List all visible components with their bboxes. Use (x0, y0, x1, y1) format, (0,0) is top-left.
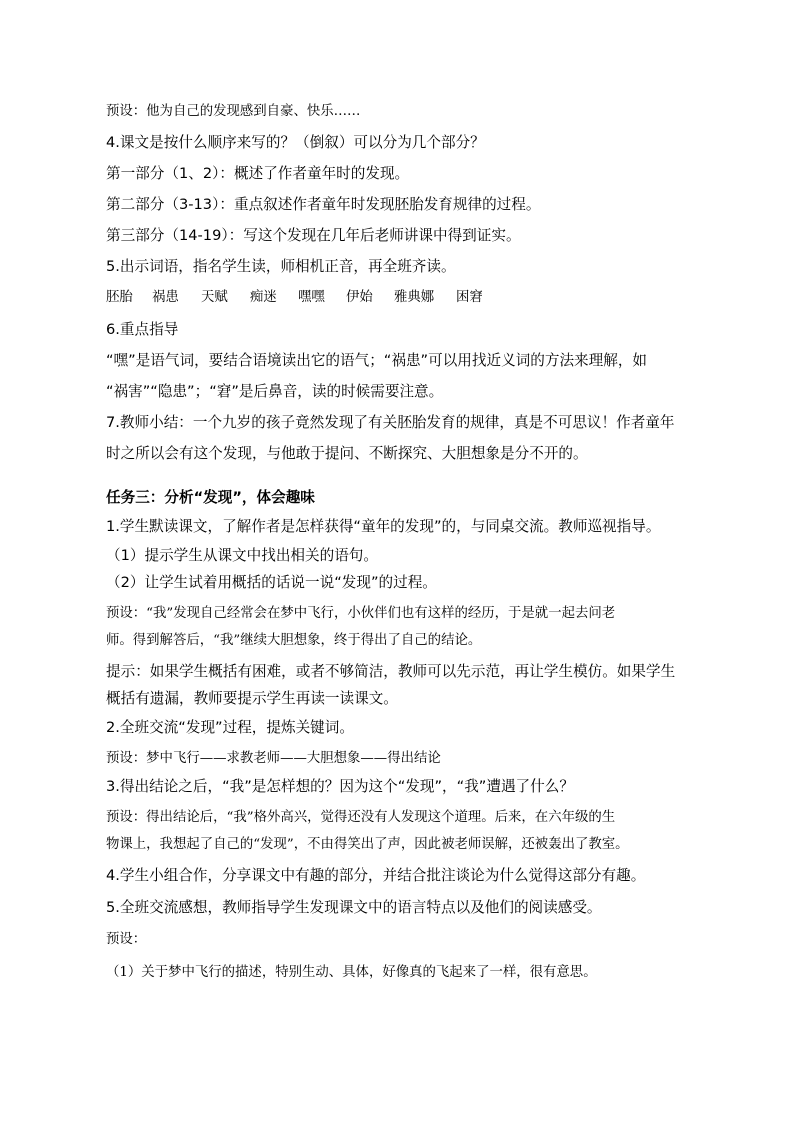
task3-step-3: 3.得出结论之后，“我”是怎样想的？因为这个“发现”，“我”遭遇了什么？ (106, 778, 574, 795)
tip-line-1: 提示：如果学生概括有困难，或者不够简洁，教师可以先示范，再让学生模仿。如果学生 (106, 663, 676, 680)
preset-line-2: 师。得到解答后，“我”继续大胆想象，终于得出了自己的结论。 (106, 633, 482, 648)
part-three-line: 第三部分（14-19）：写这个发现在几年后老师讲课中得到证实。 (106, 227, 521, 244)
task3-substep-1: （1）提示学生从课文中找出相关的语句。 (106, 547, 378, 564)
vocab-word: 困窘 (456, 290, 483, 305)
vocab-word: 痴迷 (250, 290, 277, 305)
part-two-line: 第二部分（3-13）：重点叙述作者童年时发现胚胎发育规律的过程。 (106, 196, 541, 213)
summary-line-1: 7.教师小结：一个九岁的孩子竟然发现了有关胚胎发育的规律，真是不可思议！作者童年 (106, 414, 675, 431)
guidance-line-1: “嘿”是语气词，要结合语境读出它的语气；“祸患”可以用找近义词的方法来理解，如 (106, 352, 648, 369)
vocab-word: 雅典娜 (394, 290, 435, 305)
step-5-line: 5.出示词语，指名学生读，师相机正音，再全班齐读。 (106, 258, 456, 275)
task3-step-4: 4.学生小组合作，分享课文中有趣的部分，并结合批注谈论为什么觉得这部分有趣。 (106, 867, 646, 884)
preset-item-1: （1）关于梦中飞行的描述，特别生动、具体，好像真的飞起来了一样，很有意思。 (106, 965, 597, 980)
vocab-word: 祸患 (152, 290, 179, 305)
tip-line-2: 概括有遗漏，教师要提示学生再读一读课文。 (106, 690, 398, 707)
preset-label: 预设： (106, 932, 147, 947)
part-one-line: 第一部分（1、2）：概述了作者童年时的发现。 (106, 165, 410, 182)
vocabulary-list (106, 288, 706, 308)
preset-keywords: 预设：梦中飞行——求教老师——大胆想象——得出结论 (106, 751, 441, 766)
step-6-heading: 6.重点指导 (106, 321, 179, 338)
preset-line-3: 预设：得出结论后，“我”格外高兴，觉得还没有人发现这个道理。后来，在六年级的生 (106, 810, 616, 825)
task3-step-2: 2.全班交流“发现”过程，提炼关键词。 (106, 719, 354, 736)
vocab-word: 嘿嘿 (298, 290, 325, 305)
task-three-heading: 任务三：分析“发现”，体会趣味 (106, 489, 315, 506)
summary-line-2: 时之所以会有这个发现，与他敢于提问、不断探究、大胆想象是分不开的。 (106, 445, 588, 462)
vocab-word: 伊始 (346, 290, 373, 305)
preset-line-4: 物课上，我想起了自己的“发现”，不由得笑出了声，因此被老师误解，还被轰出了教室。 (106, 837, 629, 852)
task3-step-1: 1.学生默读课文，了解作者是怎样获得“童年的发现”的，与同桌交流。教师巡视指导。 (106, 518, 661, 535)
task3-substep-2: （2）让学生试着用概括的话说一说“发现”的过程。 (106, 574, 437, 591)
question-4: 4.课文是按什么顺序来写的？（倒叙）可以分为几个部分？ (106, 134, 485, 151)
preset-answer-line: 预设：他为自己的发现感到自豪、快乐…… (106, 104, 361, 119)
vocab-word: 天赋 (201, 290, 228, 305)
guidance-line-2: “祸害”“隐患”；“窘”是后鼻音，读的时候需要注意。 (106, 383, 444, 400)
preset-line-1: 预设：“我”发现自己经常会在梦中飞行，小伙伴们也有这样的经历，于是就一起去问老 (106, 606, 616, 621)
task3-step-5: 5.全班交流感想，教师指导学生发现课文中的语言特点以及他们的阅读感受。 (106, 899, 602, 916)
vocab-word: 胚胎 (106, 290, 133, 305)
